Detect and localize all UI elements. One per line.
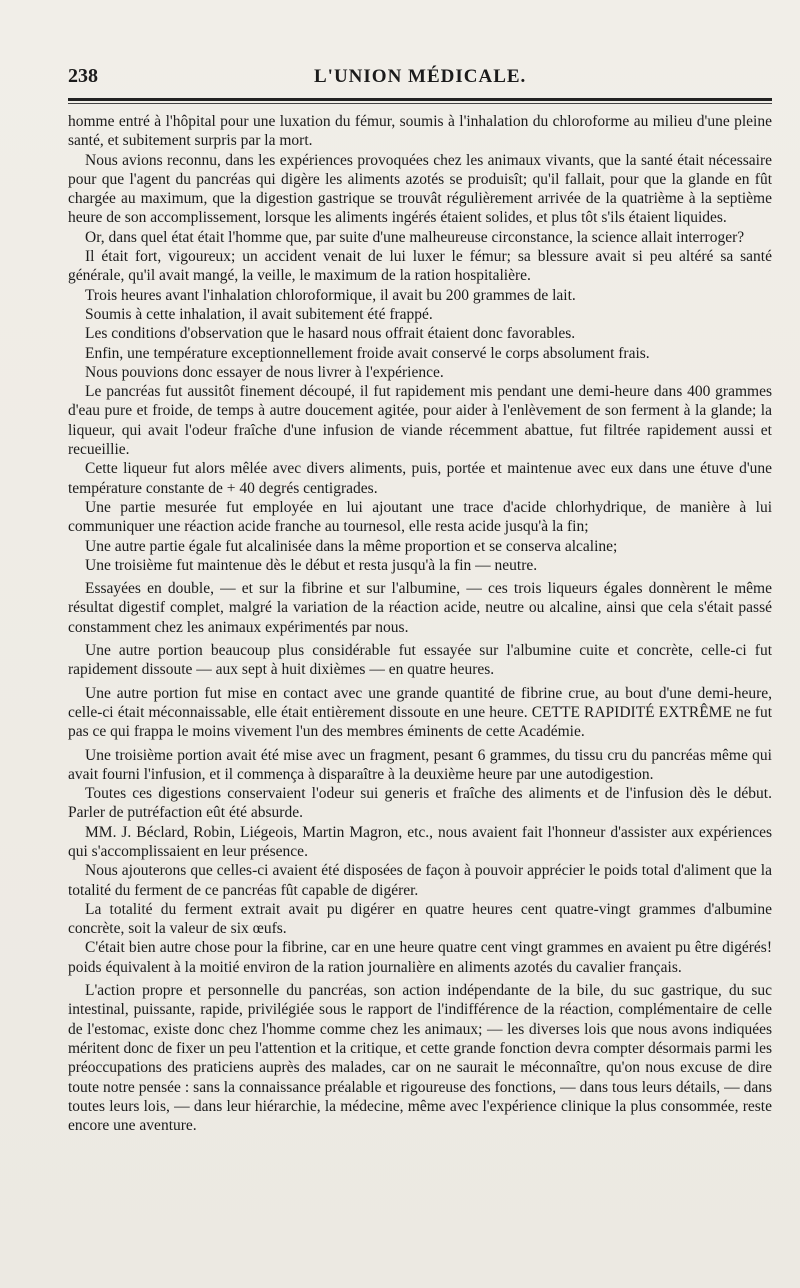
paragraph: Nous avions reconnu, dans les expériences provoquées chez les animaux vivants, que la santé était nécessaire pour que l'agent du pancréas qui digère les aliments azotés se produisît; qu'il fallait, pour que la glande en fût chargée au maximum, que la digestion gastrique se trouvât régulièrement arrivée de la quatrième à la septième heure de son accomplissement, lorsque les aliments ingérés étaient solides, et plus tôt s'ils étaient liquides. <box>68 151 772 227</box>
paragraph: Essayées en double, — et sur la fibrine et sur l'albumine, — ces trois liqueurs égales donnèrent le même résultat digestif complet, malgré la variation de la réaction acide, neutre ou alcaline, ainsi que cela s'était passé constamment chez les animaux expérimentés par nous. <box>68 580 772 636</box>
paragraph: Soumis à cette inhalation, il avait subitement été frappé. <box>85 305 433 323</box>
paragraph: Nous ajouterons que celles-ci avaient été disposées de façon à pouvoir apprécier le poids total d'aliment que la totalité du ferment de ce pancréas fût capable de digérer. <box>68 862 772 899</box>
body-text <box>68 112 772 1135</box>
paragraph: Une partie mesurée fut employée en lui ajoutant une trace d'acide chlorhydrique, de manière à lui communiquer une réaction acide franche au tournesol, elle resta acide jusqu'à la fin; <box>68 498 772 536</box>
paragraph: Le pancréas fut aussitôt finement découpé, il fut rapidement mis pendant une demi-heure dans 400 grammes d'eau pure et froide, de temps à autre doucement agitée, pour aider à l'enlèvement de son ferment à la glande; la liqueur, qui avait l'odeur fraîche d'une infusion de viande récemment abattue, fut filtrée rapidement aussi et recueillie. <box>68 383 772 459</box>
paragraph: Une autre portion fut mise en contact avec une grande quantité de fibrine crue, au bout d'une demi-heure, celle-ci était méconnaissable, elle était entièrement dissoute en une heure. CETTE RAPIDITÉ EXTRÊME ne fut pas ce qui frappa le moins vivement l'un des membres éminents de cette Académie. <box>68 684 772 741</box>
page-number: 238 <box>68 65 98 87</box>
paragraph: Une autre portion beaucoup plus considérable fut essayée sur l'albumine cuite et concrète, celle-ci fut rapidement dissoute — aux sept à huit dixièmes — en quatre heures. <box>68 642 772 679</box>
paragraph: Trois heures avant l'inhalation chloroformique, il avait bu 200 grammes de lait. <box>85 286 576 304</box>
paragraph: Cette liqueur fut alors mêlée avec divers aliments, puis, portée et maintenue avec eux dans une étuve d'une température constante de + 40 degrés centigrades. <box>68 460 772 497</box>
paragraph: Nous pouvions donc essayer de nous livrer à l'expérience. <box>85 363 444 381</box>
page-header <box>68 58 772 88</box>
header-rule <box>68 98 772 104</box>
paragraph: Une autre partie égale fut alcalinisée dans la même proportion et se conserva alcaline; <box>85 537 618 555</box>
paragraph: Toutes ces digestions conservaient l'odeur sui generis et fraîche des aliments et de l'infusion dès le début. Parler de putréfaction eût été absurde. <box>68 785 772 822</box>
paragraph: L'action propre et personnelle du pancréas, son action indépendante de la bile, du suc gastrique, du suc intestinal, puissante, rapide, privilégiée sous le rapport de l'indifférence de la réaction, complémentaire de celle de l'estomac, existe donc chez l'homme comme chez les animaux; — les diverses lois que nous avons indiquées méritent donc de fixer un peu l'attention et la critique, et cette grande fonction devra compter désormais parmi les préoccupations des praticiens auprès des malades, car on ne saurait le méconnaître, qu'on nous excuse de dire toute notre pensée : sans la connaissance préalable et rigoureuse des fonctions, — dans tous leurs détails, — dans toutes leurs lois, — dans leur hiérarchie, la médecine, même avec l'expérience clinique la plus consommée, reste encore une aventure. <box>68 982 772 1135</box>
paragraph: C'était bien autre chose pour la fibrine, car en une heure quatre cent vingt grammes en avaient pu être digérés! poids équivalent à la moitié environ de la ration journalière en aliments azotés du cavalier français. <box>68 939 772 976</box>
paragraph: Les conditions d'observation que le hasard nous offrait étaient donc favorables. <box>85 325 576 343</box>
paragraph: Enfin, une température exceptionnellement froide avait conservé le corps absolument frais. <box>85 344 650 362</box>
paragraph: homme entré à l'hôpital pour une luxation du fémur, soumis à l'inhalation du chloroforme au milieu d'une pleine santé, et subitement surpris par la mort. <box>68 113 772 150</box>
running-title: L'UNION MÉDICALE. <box>314 66 527 87</box>
paragraph: Une troisième portion avait été mise avec un fragment, pesant 6 grammes, du tissu cru du pancréas même qui avait fourni l'infusion, et il commença à disparaître à la deuxième heure par une autodigestion. <box>68 746 772 783</box>
paragraph: Or, dans quel état était l'homme que, par suite d'une malheureuse circonstance, la science allait interroger? <box>85 228 745 246</box>
paragraph: Une troisième fut maintenue dès le début et resta jusqu'à la fin — neutre. <box>85 556 538 574</box>
paragraph: MM. J. Béclard, Robin, Liégeois, Martin Magron, etc., nous avaient fait l'honneur d'assister aux expériences qui s'accomplissaient en leur présence. <box>68 823 772 860</box>
paragraph: Il était fort, vigoureux; un accident venait de lui luxer le fémur; sa blessure avait si peu altéré sa santé générale, qu'il avait mangé, la veille, le maximum de la ration hospitalière. <box>68 248 772 285</box>
paragraph: La totalité du ferment extrait avait pu digérer en quatre heures cent quatre-vingt grammes d'albumine concrète, soit la valeur de six œufs. <box>68 900 772 938</box>
